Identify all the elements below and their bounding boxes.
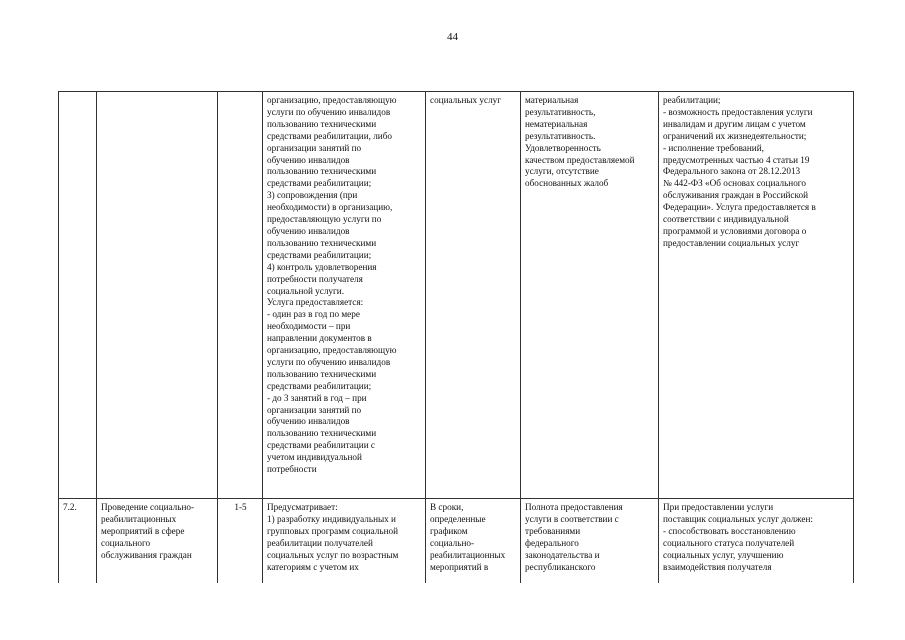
text-line: Проведение социально- xyxy=(101,502,195,512)
text-line: направлении документов в xyxy=(267,333,372,344)
cell-deadline xyxy=(426,92,521,499)
text-line: определенные xyxy=(430,513,486,524)
cell-service-content xyxy=(263,499,426,583)
text-line: требованиями xyxy=(525,525,581,536)
cell-service-name xyxy=(97,92,218,499)
cell-service-name xyxy=(97,499,218,583)
text-line: учетом индивидуальной xyxy=(267,452,362,463)
text-line: пользованию техническими xyxy=(267,166,377,177)
text-line: республиканского xyxy=(525,561,596,572)
text-line: необходимости) в организацию, xyxy=(267,202,393,213)
text-line: пользованию техническими xyxy=(267,118,377,129)
text-line: предоставляющую услуги по xyxy=(267,214,382,225)
cell-period xyxy=(218,92,263,499)
text-line: реабилитации; xyxy=(663,95,721,105)
cell-service-content xyxy=(263,92,426,499)
text-line: Федерального закона от 28.12.2013 xyxy=(663,166,801,177)
table-row xyxy=(59,92,854,499)
text-line: обучению инвалидов xyxy=(267,416,350,427)
cell-period: 1-5 xyxy=(218,499,263,583)
text-line: предусмотренных частью 4 статьи 19 xyxy=(663,154,810,165)
text-line: графиком xyxy=(430,525,468,536)
cell-deadline xyxy=(426,499,521,583)
text-line: 1) разработку индивидуальных и xyxy=(267,513,396,524)
text-line: программой и условиями договора о xyxy=(663,225,807,236)
text-line: услуги, отсутствие xyxy=(525,166,599,177)
text-line: - возможность предоставления услуги xyxy=(663,106,813,117)
text-line: обучению инвалидов xyxy=(267,154,350,165)
text-line: групповых программ социальной xyxy=(267,525,398,536)
text-line: обслуживания граждан xyxy=(101,549,192,560)
text-line: организацию, предоставляющую xyxy=(267,95,397,105)
text-line: пользованию техническими xyxy=(267,368,377,379)
services-table xyxy=(58,91,854,583)
text-line: результативность, xyxy=(525,106,596,117)
page-number: 44 xyxy=(447,31,458,43)
text-line: социальных услуг, улучшению xyxy=(663,549,784,560)
text-line: социальной услуги. xyxy=(267,285,344,296)
text-line: - способствовать восстановлению xyxy=(663,525,796,536)
text-line: обслуживания граждан в Российской xyxy=(663,190,808,201)
text-line: потребности получателя xyxy=(267,273,363,284)
text-line: законодательства и xyxy=(525,549,600,560)
cell-indicators xyxy=(521,499,659,583)
text-line: средствами реабилитации; xyxy=(267,178,372,189)
cell-conditions xyxy=(659,499,854,583)
text-line: потребности xyxy=(267,464,317,475)
cell-indicators xyxy=(521,92,659,499)
text-line: Услуга предоставляется: xyxy=(267,297,364,308)
text-line: средствами реабилитации; xyxy=(267,380,372,391)
text-line: соответствии с индивидуальной xyxy=(663,214,789,225)
text-line: предоставлении социальных услуг xyxy=(663,237,800,248)
text-line: социального статуса получателей xyxy=(663,537,795,548)
text-line: организации занятий по xyxy=(267,404,362,415)
text-line: При предоставлении услуги xyxy=(663,502,774,512)
text-line: взаимодействия получателя xyxy=(663,561,772,572)
text-line: - исполнение требований, xyxy=(663,142,764,153)
text-line: 4) контроль удовлетворения xyxy=(267,261,377,272)
text-line: поставщик социальных услуг должен: xyxy=(663,513,813,524)
text-line: услуги в соответствии с xyxy=(525,513,619,524)
text-line: инвалидам и другим лицам с учетом xyxy=(663,118,806,129)
text-line: реабилитационных xyxy=(430,549,506,560)
cell-number xyxy=(59,92,97,499)
text-line: категориям с учетом их xyxy=(267,561,359,572)
text-line: 3) сопровождения (при xyxy=(267,190,358,201)
text-line: федерального xyxy=(525,537,579,548)
text-line: - один раз в год по мере xyxy=(267,309,360,320)
cell-conditions xyxy=(659,92,854,499)
text-line: средствами реабилитации с xyxy=(267,440,376,451)
text-line: мероприятий в xyxy=(430,561,489,572)
text-line: Федерации». Услуга предоставляется в xyxy=(663,202,816,213)
text-line: результативность. xyxy=(525,130,596,141)
text-line: материальная xyxy=(525,95,579,105)
text-line: реабилитации получателей xyxy=(267,537,373,548)
text-line: средствами реабилитации, либо xyxy=(267,130,392,141)
text-line: - до 3 занятий в год – при xyxy=(267,392,367,403)
text-line: № 442-ФЗ «Об основах социального xyxy=(663,178,806,189)
text-line: социальных услуг xyxy=(430,95,502,105)
text-line: В сроки, xyxy=(430,502,464,512)
text-line: организации занятий по xyxy=(267,142,362,153)
text-line: пользованию техническими xyxy=(267,237,377,248)
text-line: Предусматривает: xyxy=(267,502,338,512)
text-line: пользованию техническими xyxy=(267,428,377,439)
text-line: услуги по обучению инвалидов xyxy=(267,356,391,367)
text-line: реабилитационных xyxy=(101,513,177,524)
text-line: обучению инвалидов xyxy=(267,225,350,236)
text-line: нематериальная xyxy=(525,118,588,129)
text-line: услуги по обучению инвалидов xyxy=(267,106,391,117)
table-row xyxy=(59,499,854,583)
text-line: средствами реабилитации; xyxy=(267,249,372,260)
text-line: мероприятий в сфере xyxy=(101,525,185,536)
text-line: организацию, предоставляющую xyxy=(267,345,397,356)
text-line: обоснованных жалоб xyxy=(525,178,609,189)
text-line: Удовлетворенность xyxy=(525,142,601,153)
text-line: социальных услуг по возрастным xyxy=(267,549,399,560)
text-line: ограничений их жизнедеятельности; xyxy=(663,130,807,141)
text-line: социально- xyxy=(430,537,475,548)
text-line: необходимости – при xyxy=(267,321,351,332)
text-line: социального xyxy=(101,537,151,548)
cell-number: 7.2. xyxy=(59,499,97,583)
text-line: Полнота предоставления xyxy=(525,502,623,512)
text-line: качеством предоставляемой xyxy=(525,154,635,165)
